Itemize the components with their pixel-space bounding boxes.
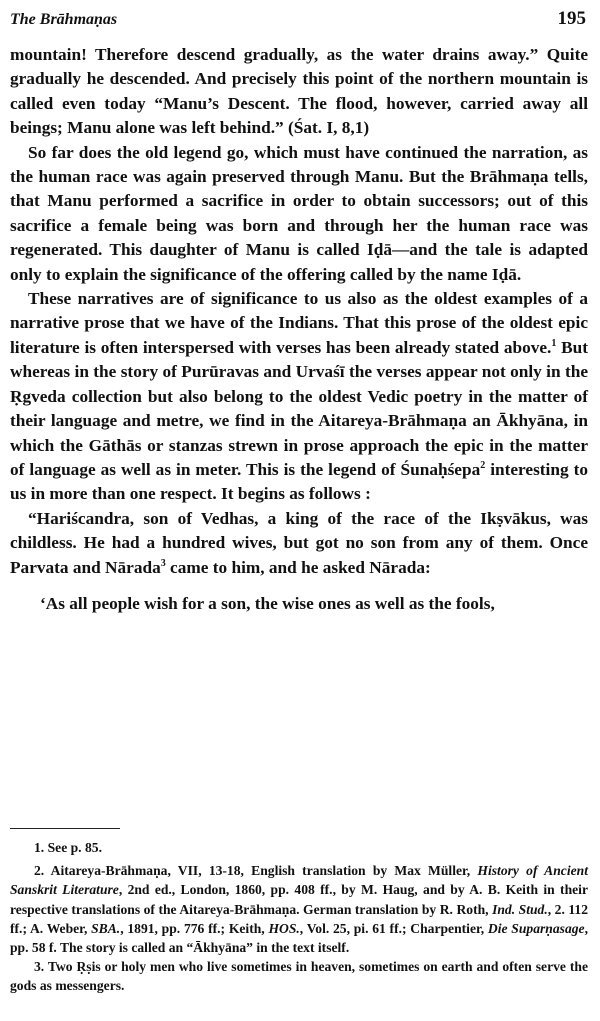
- paragraph-4-part-b: came to him, and he asked Nārada:: [165, 557, 431, 577]
- paragraph-4: [10, 507, 588, 580]
- footnotes: [10, 838, 588, 996]
- verse-quote: ‘As all people wish for a son, the wise ones as well as the fools,: [40, 593, 495, 613]
- footnote-2-part-f: , pp. 58 f. The story is called an “Ākhyāna” in the text itself.: [10, 920, 588, 956]
- footnote-ref-3[interactable]: 3: [160, 557, 166, 569]
- footnote-2-part-a: 2. Aitareya-Brāhmaṇa, VII, 13-18, English translation by Max Müller,: [34, 863, 478, 879]
- footnote-2-title-1: History of Ancient Sanskrit Literature: [10, 863, 588, 898]
- footnote-2-title-4: HOS.: [268, 920, 300, 936]
- page-number: 195: [557, 8, 586, 29]
- paragraph-4-part-a: “Hariścandra, son of Vedhas, a king of the race of the Ikṣvākus, was childless. He had a hundred wives, but got no son from any of them. Once Parvata and Nārada: [10, 508, 588, 577]
- footnote-2: [10, 861, 588, 957]
- paragraph-1: mountain! Therefore descend gradually, as the water drains away.” Quite gradually he descended. And precisely this point of the northern mountain is called even today “Manu’s Descent. The flood, however, carried away all beings; Manu alone was left behind.” (Śat. I, 8,1): [10, 45, 588, 138]
- footnote-3: 3. Two Ṛṣis or holy men who live sometimes in heaven, sometimes on earth and often serve the gods as messengers.: [10, 959, 588, 994]
- footnote-ref-2[interactable]: 2: [480, 460, 486, 472]
- footnote-ref-1[interactable]: 1: [551, 338, 557, 350]
- running-title: The Brāhmaṇas: [10, 11, 118, 28]
- footnote-divider: [10, 828, 120, 829]
- page-header: [10, 8, 586, 30]
- footnote-2-part-c: , 2. 112 ff.; A. Weber,: [10, 901, 588, 936]
- footnote-2-title-5: Die Suparṇasage: [487, 920, 585, 936]
- paragraph-3-part-c: interesting to us in more than one respect. It begins as follows :: [10, 459, 588, 504]
- footnote-1: 1. See p. 85.: [34, 840, 102, 855]
- paragraph-3: [10, 287, 588, 507]
- footnote-2-part-e: , Vol. 25, pi. 61 ff.; Charpentier,: [299, 920, 488, 936]
- footnote-2-part-d: , 1891, pp. 776 ff.; Keith,: [120, 920, 269, 936]
- main-text: [10, 43, 588, 616]
- paragraph-3-part-b: But whereas in the story of Purūravas and Urvaśī the verses appear not only in the Ṛgveda collection but also belong to the oldest Vedic poetry in the matter of their language and metre, we find in the Aitareya-Brāhmaṇa an Ākhyāna, in which the Gāthās or stanzas strewn in prose approach the epic in the matter of language as well as in meter. This is the legend of Śunaḥśepa: [10, 337, 588, 479]
- footnote-2-part-b: , 2nd ed., London, 1860, pp. 408 ff., by M. Haug, and by A. B. Keith in their respective translations of the Aitareya-Brāhmaṇa. German translation by R. Roth,: [10, 882, 588, 917]
- paragraph-3-part-a: These narratives are of significance to us also as the oldest examples of a narrative prose that we have of the Indians. That this prose of the oldest epic literature is often interspersed with verses has been already stated above.: [10, 289, 588, 357]
- footnote-2-title-2: Ind. Stud.: [492, 901, 548, 917]
- footnote-2-title-3: SBA.: [91, 920, 121, 936]
- paragraph-2: So far does the old legend go, which must have continued the narration, as the human race was again preserved through Manu. But the Brāhmaṇa tells, that Manu performed a sacrifice in order to obtain successors; out of this sacrifice a female being was born and through her the human race was regenerated. This daughter of Manu is called Iḍā—and the tale is adapted only to explain the significance of the offering called by the name Iḍā.: [10, 142, 588, 284]
